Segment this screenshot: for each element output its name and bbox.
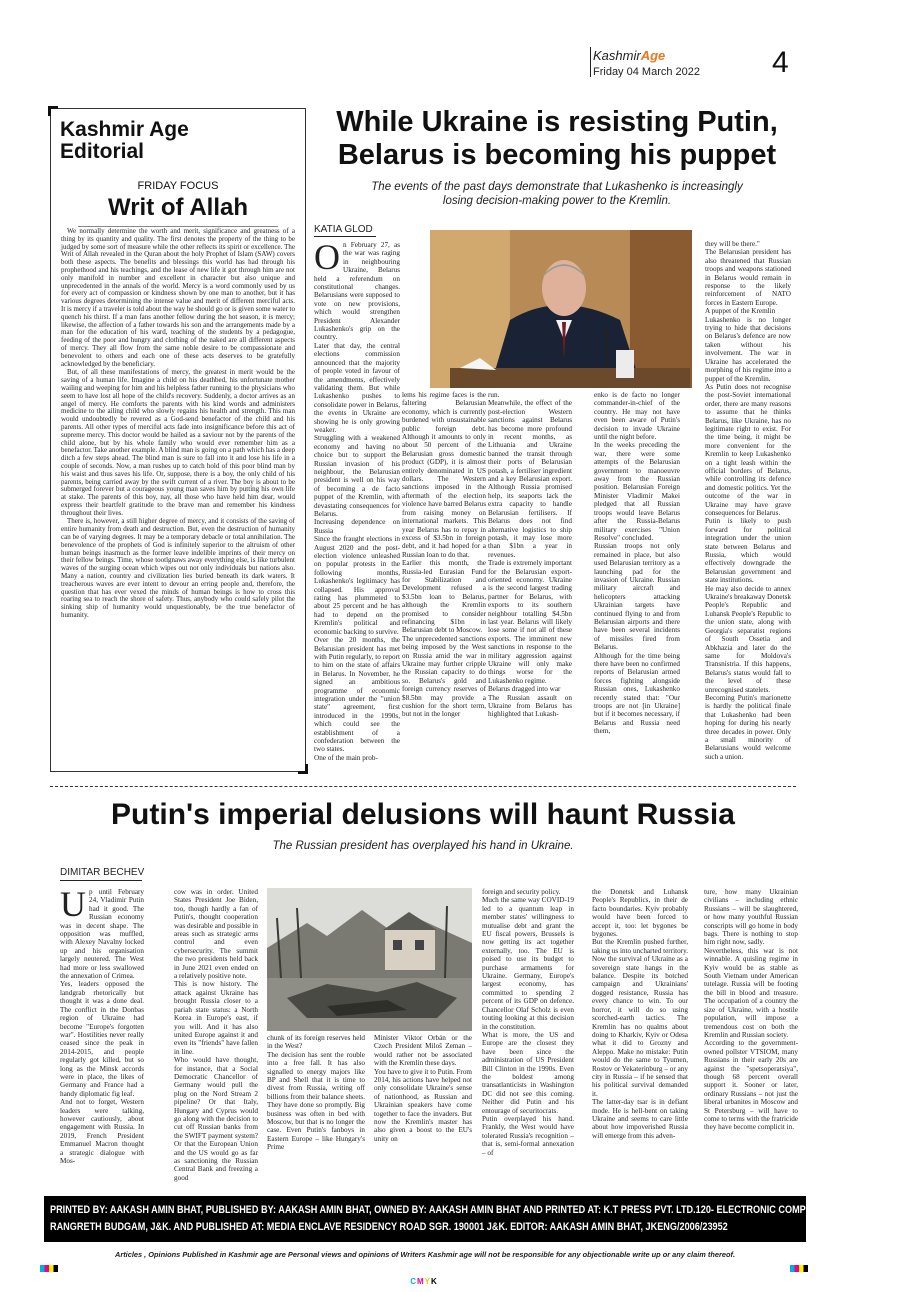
story2-col2: cow was in order. United States President Joe Biden, too, though hardly a fan of Putin's, thought cooperation was desirable and possible in areas such as strategic arms control and even cybersecurity. The summit the two presidents held back in June 2021 even ended on a relatively positive note. This is now history. The attack against Ukraine has brought Russia closer to a pariah state status: a North Korea in Europe's east, if you will. And it has also united Europe against it and even its "friends" have fallen in line. Who would have thought, for instance, that a Social Democratic Chancellor of Germany would pull the plug on the Nord Stream 2 pipeline? Or that Italy, Hungary and Cyprus would go along with the decision to cut off Russian banks from the SWIFT payment system? Or that the European Union and the US would go as far as sanctioning the Russian Central Bank and freezing a good xyxy=(174,888,258,1182)
masthead-brand-suffix: Age xyxy=(640,48,666,63)
story1-headline xyxy=(312,106,802,172)
story1-standfirst-line1: The events of the past days demonstrate that Lukashenko is increasingly xyxy=(371,181,743,193)
story1-col2: lems his regime faces is the faltering Belarusian economy, which is currently burdened with unsustainable public foreign debt. Although it amounts to only about 50 percent of the Belarusian gross domestic product (GDP), it is almost entirely denominated in US dollars. The Western sanctions imposed in the aftermath of the election violence have barred Belarus from raising money on international markets. This year Belarus has to repay in excess of $3.5bn in foreign debt, and it had hoped for a Russian loan to do that. Earlier this month, the Russia-led Eurasian Fund for Stabilization and Development refused a $3.5bn loan to Belarus, although the Kremlin promised to consider refinancing $1bn in Belarusian debt to Moscow. The unprecedented sanctions being imposed by the West on Russia amid the war in Ukraine may further cripple the Russian capacity to do so. Belarus's gold and foreign currency reserves of $8.5bn may provide a cushion for the short term, but not in the longer xyxy=(402,391,486,719)
imprint-line2: RANGRETH BUDGAM, J&K. AND PUBLISHED AT: MEDIA ENCLAVE RESIDENCY ROAD SGR. 190001 J&K. EDITOR: AAKASH AMIN BHAT, JKENG/2006/23952 xyxy=(50,1221,728,1233)
story1-col1 xyxy=(314,237,400,771)
story1-headline-line1: While Ukraine is resisting Putin, xyxy=(336,106,778,138)
story2-photo xyxy=(267,888,472,1031)
destroyed-street-illustration xyxy=(267,888,472,1031)
cmyk-mark: CMYK xyxy=(410,1277,438,1286)
story1-col1-text: n February 27, as the war was raging in neighbouring Ukraine, Belarus held a referendum on constitutional changes. Belarusians were supposed to vote on new provisions, which would strengthen President Alexander Lukashenko's grip on the country. Later that day, the central elections commission announced that the majority of people voted in favour of the amendments, effectively validating them. But while Lukashenko pushes to consolidate power in Belarus, the events in Ukraine are showing he is only growing weaker. Struggling with a weakened economy and having no choice but to support the Russian invasion of his neighbour, the Belarusian president is well on his way of becoming a de facto puppet of the Kremlin, with devastating consequences for Belarus. Increasing dependence on Russia Since the fraught elections in August 2020 and the post-election violence unleashed on popular protests in the following months, Lukashenko's legitimacy has collapsed. His approval rating has plummeted to about 25 percent and he has had to depend on the Kremlin's political and economic backing to survive. Over the 20 months, the Belarusian president has met with Putin regularly, to report to him on the state of affairs in Belarus. In November, he signed an ambitious programme of economic integration under the "union state" agreement, first introduced in the 1990s, which could see the establishment of a confederation between the two states. One of the main prob- xyxy=(314,241,400,762)
story1-byline: KATIA GLOD xyxy=(314,224,373,235)
story2-col6: the Donetsk and Luhansk People's Republics, in their de facto boundaries. Kyiv probably would have been forced to accept it, too: let bygones be bygones. But the Kremlin pushed further, taking us into uncharted territory. Now the survival of Ukraine as a sovereign state hangs in the balance. Despite its botched campaign and Ukrainians' dogged resistance, Russia has every chance to win. To our horror, it will do so using scorched-earth tactics. The Kremlin has no qualms about doing to Kharkiv, Kyiv or Odesa what it did to Grozny and Aleppo. Make no mistake: Putin would do the same to Tyumen, Rostov or Yekaterinburg – or any city in Russia – if he sensed that his political survival demanded it. The latter-day tsar is in defiant mode. He is hell-bent on taking Ukraine and seems to care little about how impoverished Russia will emerge from this adven- xyxy=(592,888,688,1140)
story2-col3: chunk of its foreign reserves held in the West? The decision has sent the rouble into a free fall. It has also signalled to energy majors like BP and Shell that it is time to divest from Russia, writing off billions from their balance sheets. They have done so promptly. Big business was often in bed with Moscow, but that is no longer the case. Even Putin's fanboys in Eastern Europe – like Hungary's Prime xyxy=(267,1034,365,1152)
story1-dropcap: O xyxy=(314,237,340,277)
story1-col5: they will be there." The Belarusian president has also threatened that Russian troops and weapons stationed in Belarus would remain in response to the likely reinforcement of NATO forces in Eastern Europe. A puppet of the Kremlin Lukashenko is no longer trying to hide that decisions on Belarus's defence are now taken without his involvement. The war in Ukraine has accelerated the morphing of his regime into a puppet of the Kremlin. As Putin does not recognise the post-Soviet international order, there are many reasons to assume that he thinks Belarus, like Ukraine, has no legitimate right to exist. For the time being, it might be more convenient for the Kremlin to keep Lukashenko on a tight leash within the official borders of Belarus, while controlling its defence and domestic politics. Yet the outcome of the war in Ukraine may have grave consequences for Belarus. Putin is likely to push forward for political integration under the union state between Belarus and Russia, which would effectively downgrade the Belarusian government and state institutions. He may also decide to annex Ukraine's breakaway Donetsk People's Republic and Luhansk People's Republic to the union state, along with Georgia's separatist regions of South Ossetia and Abkhazia and later do the same for Moldova's Transnistria. If this happens, Belarus's status would fall to the level of these unrecognised statelets. Becoming Putin's marionette is hardly the political finale that Lukashenko had been hoping for during his nearly three decades in power. Only a small minority of Belarusians would welcome such a union. xyxy=(705,240,791,761)
masthead-brand-prefix: Kashmir xyxy=(593,48,641,63)
story2-headline: Putin's imperial delusions will haunt Russia xyxy=(111,798,735,831)
story2-byline: DIMITAR BECHEV xyxy=(60,867,145,878)
masthead-divider xyxy=(590,47,591,77)
story1-headline-line2: Belarus is becoming his puppet xyxy=(337,139,777,171)
color-registration-strip xyxy=(40,1265,58,1272)
masthead-logo xyxy=(593,47,665,65)
story1-col3: run. Meanwhile, the effect of the post-election Western sanctions against Belarus has become more profound in recent months, as Lithuania and Ukraine banned the transit through their ports of Belarusian potash, a fertiliser ingredient and a key Belarusian export. Although Russia promised help, its seaports lack the extra capacity to handle Belarusian fertilisers. If Belarus does not find alternative logistics to ship potash, it may lose more than $1bn a year in revenues. Trade is extremely important for the Belarusian export-oriented economy. Ukraine is the second largest trading partner for Belarus, with exports to its southern neighbour totalling $4.5bn last year. Belarus will likely lose some if not all of these exports. The imminent new sanctions in response to the military aggression against Ukraine will only make things worse for the Lukashenko regime. Belarus dragged into war The Russian assault on Ukraine from Belarus has highlighted that Lukash- xyxy=(488,391,572,719)
editorial-kicker: FRIDAY FOCUS xyxy=(137,180,219,192)
editorial-paragraph: We normally determine the worth and merit, significance and greatness of a thing by its quantity and quality. The first denotes the property of the thing to be judged by some sort of measure while the other reflects its spirit or excellence. The Writ of Allah revealed in the Quran about the holy Prophet of Islam (SAW) covers both these aspects. The benefits and blessings this world has had through his prophethood and his teachings, and the lease of new life it got through him are not only manifold in number and excellent in character but also unique and unprecedented in the annals of the world. Mercy is a word commonly used by us for every act of compassion or kindness shown by one man to another, but it has various degrees determining the intense value and merit of different merciful acts. It is mercy if a traveler is told about the way he should go or is given some water to quench his thirst. If a man fans another fellow during the hot season, it is mercy; likewise, the affection of a father towards his son and the arrangements made by a man for the education of his ward, teaching of the students by a pedagogue, feeding of the poor and hungry and clothing of the naked are all different aspects of mercy. They all flow from the same noble desire to be compassionate and benevolent to others and each one of these acts deserves to be gratefully acknowledged by the beneficiary. xyxy=(61,227,295,368)
imprint-bar xyxy=(44,1196,918,1242)
president-photo-illustration xyxy=(430,230,692,388)
editorial-paragraph: There is, however, a still higher degree of mercy, and it consists of the saving of entire humanity from death and destruction. But, even the destruction of humanity can be of varying degrees. It may be a temporary debacle or total annihilation. The benevolence of the prophets of God is infinitely superior to the altruism of other human beings inasmuch as the former leave indelible imprints of their mercy on their fellow beings. Time, whose tootlgnaws away everything else, is like turbulent waves of the surging ocean which wipes out not only individuals but nations also. Many a nation, country and civilization lies buried beneath its dark waters. It treacherous waves are ever intent to devour an erring people and, therefore, the question that has ever vexed the minds of human beings is how to cross this roaring sea to reach the shore of safety. Thus, anybody who could safely pilot the sinking ship of humanity would unquestionably, be the true benefactor of humanity. xyxy=(61,517,295,620)
editorial-paragraph: But, of all these manifestations of mercy, the greatest in merit would be the saving of a human life. Imagine a child on his deathbed, his unfortunate mother wailing and weeping for him and his helpless father running to the physicians who seem to have lost all hope of the child's recovery. Suddenly, a doctor arrives as an angel of mercy. He comforts the parents with his kind words and administers medicine to the ailing child who slowly regains his health and strength. This man would undoubtedly be revered as a God-send benefactor of the child and his parents. All other types of merciful acts fade into insignificance before this act of supreme mercy. This doctor would be hailed as a saviour not by the parents of the child alone, but by his whole family who would ever remember him as a benefactor. Take another example. A blind man is going on a path which has a deep ditch a few steps ahead. The blind man is sure to fall into it and lose his life in a couple of seconds. Now, a man rushes up to catch hold of this poor blind man by his waist and thus saves his life. Or, suppose, there is a boy, the only child of his parents, being carried away by the swift current of a river. The boy is about to be submerged forever but a courageous young man saves him by putting his own life at stake. The parents of this boy, nay, all those who have held him dear, would express their heartfelt gratitude to the brave man and remember his kindness throughout their lives. xyxy=(61,368,295,517)
imprint-text xyxy=(50,1202,918,1236)
story2-col5: foreign and security policy. Much the same way COVID-19 led to a quantum leap in member states' willingness to mutualise debt and grant the EU fiscal powers, Brussels is now getting its act together externally, too. The EU is poised to use its budget to purchase armaments for Ukraine. Germany, Europe's largest economy, has committed to spending 2 percent of its GDP on defence. Chancellor Olaf Scholz is even touting looking at this decision in the constitution. What is more, the US and Europe are the closest they have been since the administration of US President Bill Clinton in the 1990s. Even the boldest among transatlanticists in Washington DC did not see this coming. Neither did Putin and his entourage of securitocrats. Putin overplayed his hand. Frankly, the West would have tolerated Russia's recognition – that is, semi-formal annexation – of xyxy=(482,888,574,1157)
byline-rule xyxy=(60,880,142,881)
story2-col7: ture, how many Ukrainian civilians – including ethnic Russians – will be slaughtered, or how many youthful Russian conscripts will go home in body bags. There is nothing to stop him right now, sadly. Nevertheless, this war is not winnable. A quisling regime in Kyiv would be as stable as South Vietnam under American tutelage. Russia will be footing the bill in blood and treasure. The occupation of a country the size of Ukraine, with a hostile population, will impose a tremendous cost on both the Kremlin and Russian society. According to the government-owned pollster VTSIOM, many Russians in their early 20s are against the "spetsoperatsiya", though 68 percent overall support it. Sooner or later, ordinary Russians – not just the liberal urbanites in Moscow and St Petersburg – will have to come to terms with the fratricide they have become complicit in. xyxy=(704,888,799,1132)
story2-dropcap: U xyxy=(60,884,86,924)
story2-col1-text: p until February 24, Vladimir Putin had it good. The Russian economy was in decent shape. The opposition was muffled, with Alexey Navalny locked up and his organisation largely neutered. The West had more or less swallowed the annexation of Crimea. Yes, leaders opposed the landgrab rhetorically but thought it was a done deal. The conflict in the Donbas region of Ukraine had become "Europe's forgotten war". Hostilities never really ceased since the peak in 2014-2015, and people regularly got killed, but so long as the Minsk accords were in place, the likes of Germany and France had a handy diplomatic fig leaf. And not to forget, Western leaders were talking, however cautiously, about engagement with Russia. In 2019, French President Emmanuel Macron thought a strategic dialogue with Mos- xyxy=(60,888,144,1165)
editorial-headline: Writ of Allah xyxy=(108,194,248,221)
editorial-title-line2: Editorial xyxy=(60,140,145,163)
story2-standfirst: The Russian president has overplayed his hand in Ukraine. xyxy=(272,840,574,852)
editorial-title-line1: Kashmir Age xyxy=(60,118,189,141)
story1-standfirst xyxy=(312,180,802,208)
section-divider xyxy=(50,786,796,787)
story1-col4: enko is de facto no longer commander-in-chief of the country. He may not have even been aware of Putin's decision to invade Ukraine until the night before. In the weeks preceding the war, there were some attempts of the Belarusian government to manoeuvre away from the Russian position. Belarusian Foreign Minister Vladimir Makei pledged that all Russian troops would leave Belarus after the Russia-Belarus military exercises "Union Resolve" concluded. Russian troops not only remained in place, but also used Belarusian territory as a launching pad for the invasion of Ukraine. Russian military aircraft and helicopters attacking Ukrainian targets have continued flying to and from Belarusian airports and there have been several incidents of missiles fired from Belarus. Although for the time being there have been no confirmed reports of Belarusian armed forces fighting alongside Russian ones, Lukashenko recently stated that: "Our troops are not [in Ukraine] but if it becomes necessary, if Belarus and Russia need them, xyxy=(594,391,680,736)
editorial-body xyxy=(61,228,295,764)
color-registration-strip xyxy=(790,1265,808,1272)
editorial-box xyxy=(50,108,306,772)
masthead-date: Friday 04 March 2022 xyxy=(593,66,700,78)
story2-col1 xyxy=(60,884,144,1178)
disclaimer: Articles , Opinions Published in Kashmir age are Personal views and opinions of Writers Kashmir age will not be responsible for any objectionable write up or any claim thereof. xyxy=(115,1250,735,1259)
story2-col4: Minister Viktor Orbán or the Czech President Miloš Zeman – would rather not be associated with the Kremlin these days. You have to give it to Putin. From 2014, his actions have helped not only consolidate Ukraine's sense of nationhood, as Russian and Ukrainian speakers have come together to face the invaders. But now the Kremlin's master has also given a boost to the EU's unity on xyxy=(374,1034,472,1143)
editorial-box-title xyxy=(60,119,189,163)
corner-mark xyxy=(298,764,308,774)
story1-standfirst-line2: losing decision-making power to the Kremlin. xyxy=(442,195,672,207)
page-number: 4 xyxy=(772,46,789,79)
corner-mark xyxy=(48,106,58,116)
imprint-line1: PRINTED BY: AAKASH AMIN BHAT, PUBLISHED BY: AAKASH AMIN BHAT, OWNED BY: AAKASH AMIN BHAT AND PRINTED AT: K.T PRESS PVT. LTD.120- ELECTRONIC COMPLEX INDUSTRIAL ESTATE xyxy=(50,1204,918,1216)
story1-photo xyxy=(430,230,692,388)
